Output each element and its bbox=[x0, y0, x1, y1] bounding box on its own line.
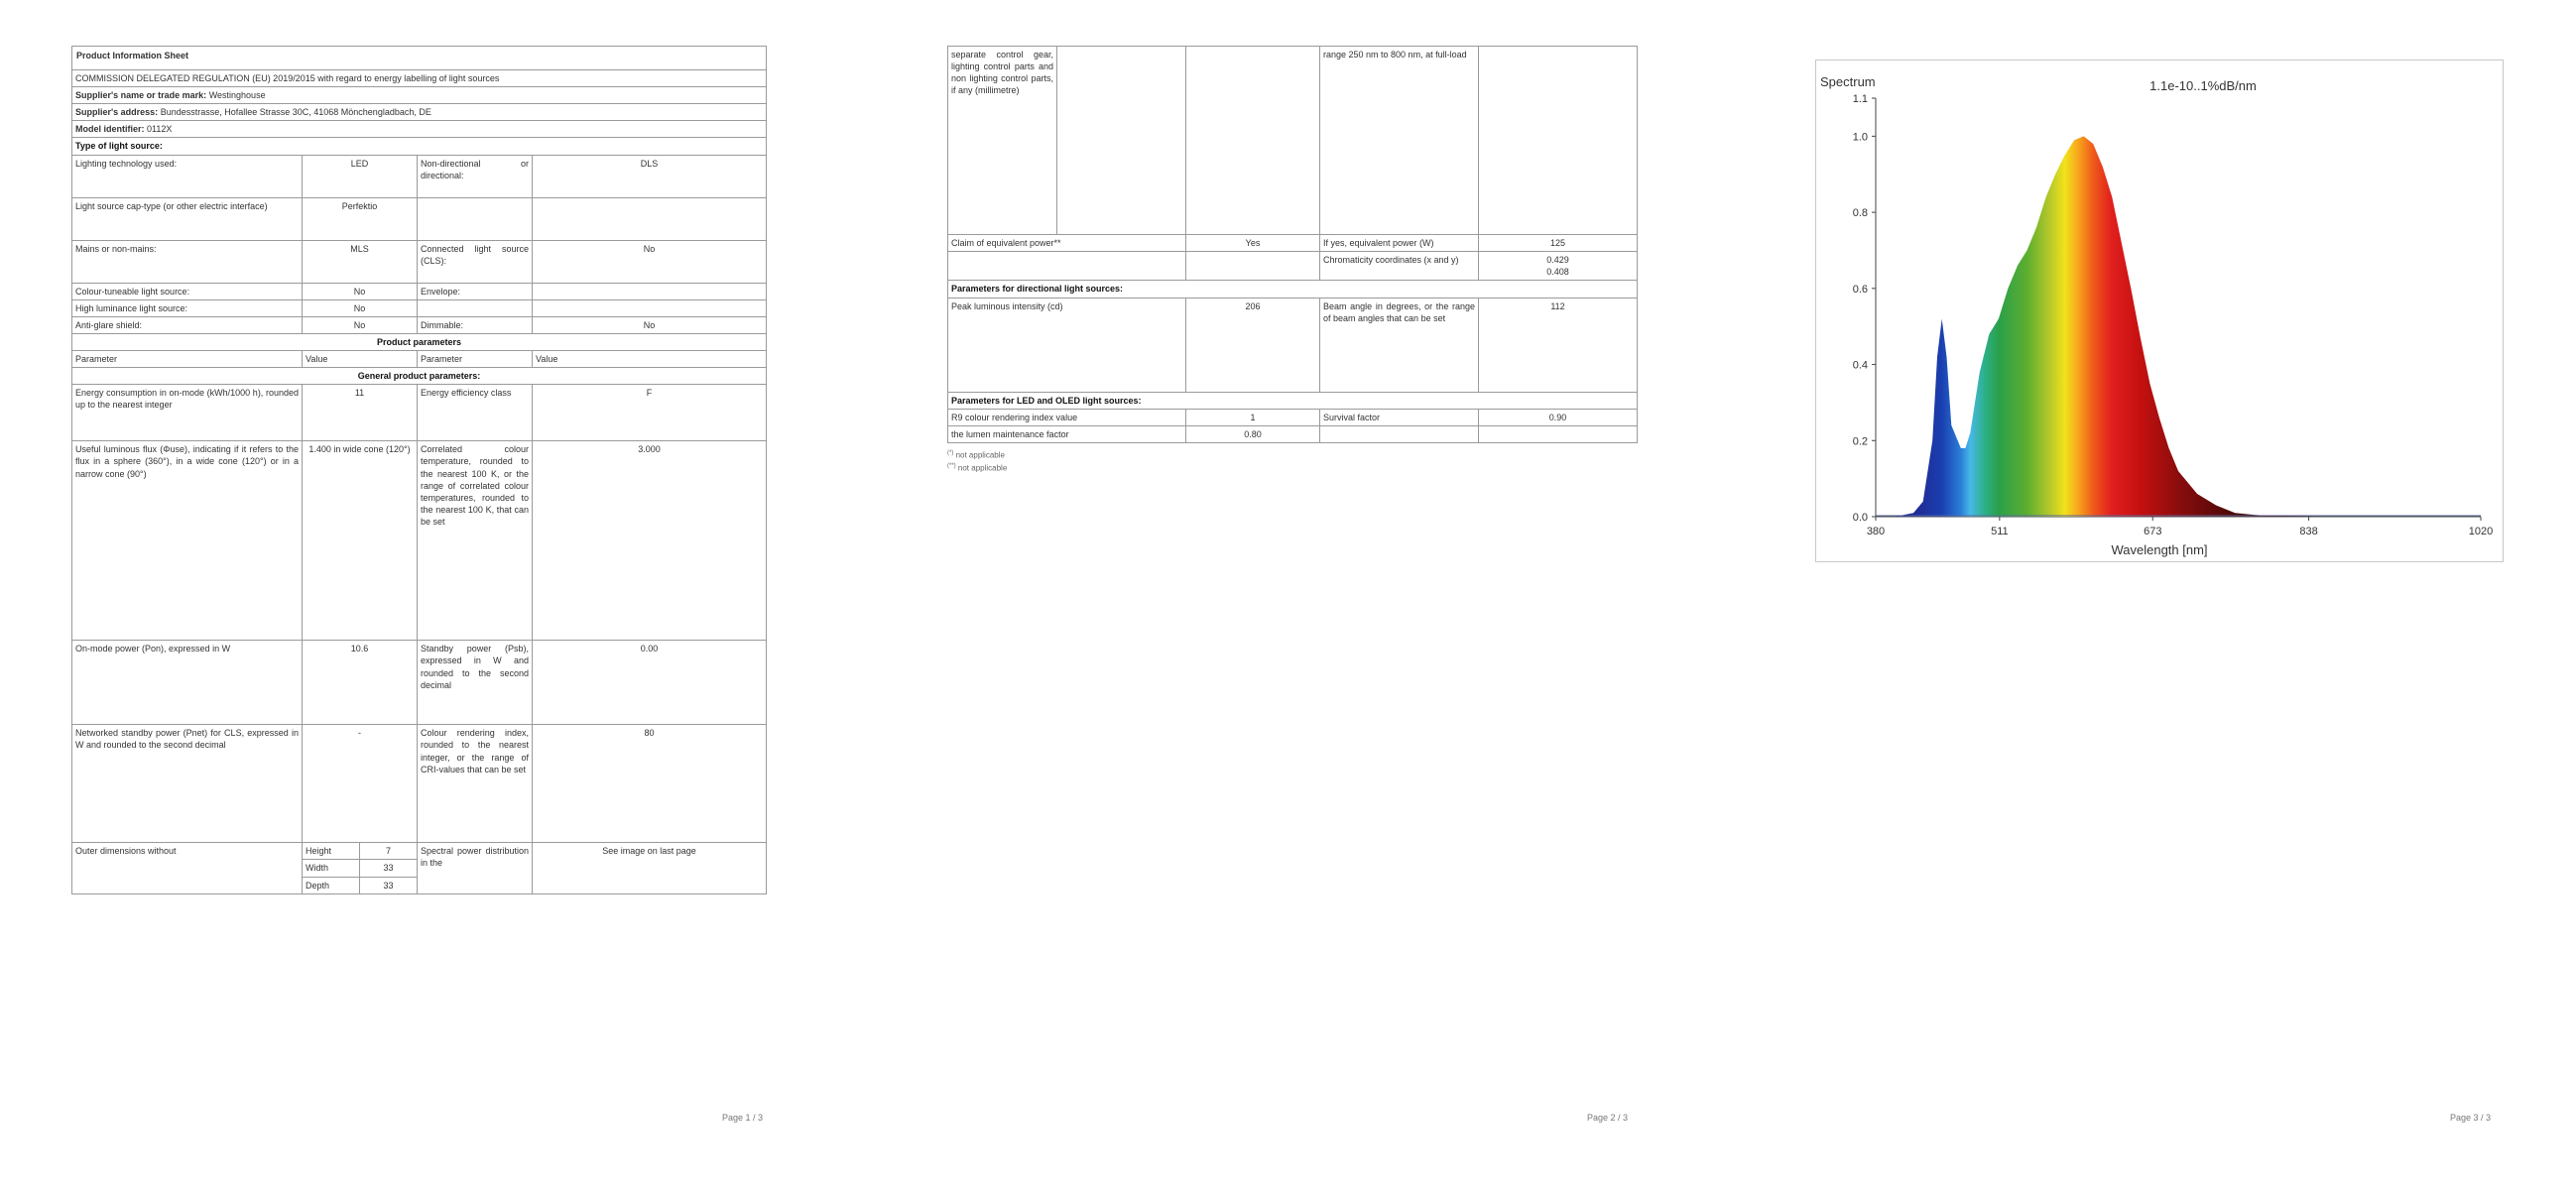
product-parameters-heading: Product parameters bbox=[72, 333, 767, 350]
table-row bbox=[72, 385, 767, 441]
product-info-table bbox=[71, 46, 767, 894]
cell: Survival factor bbox=[1320, 409, 1479, 425]
cell: 3.000 bbox=[533, 441, 767, 641]
x-tick-label: 673 bbox=[2144, 526, 2162, 537]
column-header: Value bbox=[533, 351, 767, 368]
table-row bbox=[72, 197, 767, 240]
light-source-type-label: Type of light source: bbox=[72, 138, 767, 155]
table-row bbox=[948, 298, 1638, 392]
led-heading: Parameters for LED and OLED light sources: bbox=[948, 392, 1638, 409]
table-row bbox=[72, 441, 767, 641]
x-axis-label: Wavelength [nm] bbox=[2111, 542, 2208, 557]
cell: 33 bbox=[360, 877, 418, 893]
cell: Claim of equivalent power** bbox=[948, 235, 1186, 252]
spectrum-svg bbox=[1816, 60, 2503, 561]
cell: High luminance light source: bbox=[72, 299, 303, 316]
page-3 bbox=[1815, 60, 2502, 560]
supplier-address-row: Supplier's address: Bundesstrasse, Hofallee Strasse 30C, 41068 Mönchengladbach, DE bbox=[72, 104, 767, 121]
chart-title: Spectrum bbox=[1820, 74, 1876, 89]
table-row bbox=[72, 316, 767, 333]
cell bbox=[533, 197, 767, 240]
cell: Yes bbox=[1186, 235, 1320, 252]
cell: 7 bbox=[360, 843, 418, 860]
cell: No bbox=[533, 316, 767, 333]
cell: Mains or non-mains: bbox=[72, 240, 303, 283]
cell: No bbox=[303, 283, 418, 299]
cell: See image on last page bbox=[533, 843, 767, 893]
supplier-name-row: Supplier's name or trade mark: Westinghouse bbox=[72, 86, 767, 103]
table-row bbox=[72, 641, 767, 725]
model-identifier-row: Model identifier: 0112X bbox=[72, 121, 767, 138]
cell: separate control gear, lighting control parts and non lighting control parts, if any (millimetre) bbox=[948, 47, 1057, 235]
cell: 0.90 bbox=[1479, 409, 1638, 425]
page-number: Page 3 / 3 bbox=[2450, 1113, 2492, 1123]
y-tick-label: 1.1 bbox=[1852, 93, 1868, 105]
sheet-title: Product Information Sheet bbox=[72, 47, 767, 70]
cell bbox=[533, 299, 767, 316]
cell: No bbox=[533, 240, 767, 283]
footnotes bbox=[947, 449, 1637, 476]
table-row bbox=[948, 409, 1638, 425]
footnote-1: (*) not applicable bbox=[947, 449, 1005, 460]
cell bbox=[1479, 425, 1638, 442]
cell: Standby power (Psb), expressed in W and rounded to the second decimal bbox=[418, 641, 533, 725]
cell: Non-directional or directional: bbox=[418, 155, 533, 197]
table-header-row bbox=[72, 351, 767, 368]
cell: Depth bbox=[303, 877, 360, 893]
cell: 33 bbox=[360, 860, 418, 877]
y-tick-label: 1.0 bbox=[1852, 131, 1868, 144]
cell bbox=[533, 283, 767, 299]
table-row bbox=[72, 240, 767, 283]
y-tick-label: 0.0 bbox=[1852, 512, 1868, 524]
regulation-text: COMMISSION DELEGATED REGULATION (EU) 2019/2015 with regard to energy labelling of light sources bbox=[72, 69, 767, 86]
chart-subtitle: 1.1e-10..1%dB/nm bbox=[2149, 78, 2257, 93]
cell bbox=[418, 197, 533, 240]
cell bbox=[1057, 47, 1186, 235]
y-tick-label: 0.6 bbox=[1852, 283, 1868, 296]
cell: R9 colour rendering index value bbox=[948, 409, 1186, 425]
cell: On-mode power (Pon), expressed in W bbox=[72, 641, 303, 725]
page-1 bbox=[71, 46, 766, 894]
cell: range 250 nm to 800 nm, at full-load bbox=[1320, 47, 1479, 235]
table-row bbox=[72, 283, 767, 299]
cell bbox=[1186, 252, 1320, 281]
x-tick-label: 1020 bbox=[2468, 526, 2494, 537]
cell: Useful luminous flux (Φuse), indicating if it refers to the flux in a sphere (360°), in a wide cone (120°) or in a narrow cone (90°) bbox=[72, 441, 303, 641]
cell bbox=[1320, 425, 1479, 442]
cell: LED bbox=[303, 155, 418, 197]
cell: 125 bbox=[1479, 235, 1638, 252]
y-tick-label: 0.4 bbox=[1852, 359, 1868, 372]
cell: Spectral power distribution in the bbox=[418, 843, 533, 893]
cell: No bbox=[303, 299, 418, 316]
cell: Connected light source (CLS): bbox=[418, 240, 533, 283]
cell: Anti-glare shield: bbox=[72, 316, 303, 333]
cell: Energy efficiency class bbox=[418, 385, 533, 441]
x-tick-label: 380 bbox=[1866, 526, 1886, 537]
cell: Colour rendering index, rounded to the nearest integer, or the range of CRI-values that can be set bbox=[418, 725, 533, 843]
page-number: Page 1 / 3 bbox=[722, 1113, 764, 1123]
cell: 0.00 bbox=[533, 641, 767, 725]
cell: 0.429 0.408 bbox=[1479, 252, 1638, 281]
table-row bbox=[948, 425, 1638, 442]
product-info-table-continued bbox=[947, 46, 1638, 443]
cell: Light source cap-type (or other electric interface) bbox=[72, 197, 303, 240]
table-row bbox=[72, 299, 767, 316]
cell: the lumen maintenance factor bbox=[948, 425, 1186, 442]
cell: Energy consumption in on-mode (kWh/1000 h), rounded up to the nearest integer bbox=[72, 385, 303, 441]
cell: If yes, equivalent power (W) bbox=[1320, 235, 1479, 252]
column-header: Value bbox=[303, 351, 418, 368]
page-2 bbox=[947, 46, 1637, 476]
cell: Perfektio bbox=[303, 197, 418, 240]
y-tick-label: 0.8 bbox=[1852, 207, 1868, 220]
column-header: Parameter bbox=[418, 351, 533, 368]
cell: 206 bbox=[1186, 298, 1320, 392]
cell: - bbox=[303, 725, 418, 843]
general-parameters-heading: General product parameters: bbox=[72, 368, 767, 385]
cell: Beam angle in degrees, or the range of beam angles that can be set bbox=[1320, 298, 1479, 392]
cell: No bbox=[303, 316, 418, 333]
cell: Peak luminous intensity (cd) bbox=[948, 298, 1186, 392]
cell: MLS bbox=[303, 240, 418, 283]
x-tick-label: 838 bbox=[2299, 526, 2318, 537]
cell: 11 bbox=[303, 385, 418, 441]
table-row bbox=[948, 47, 1638, 235]
y-tick-label: 0.2 bbox=[1852, 435, 1868, 448]
footnote-2: (**) not applicable bbox=[947, 463, 1008, 474]
table-row bbox=[72, 725, 767, 843]
cell: F bbox=[533, 385, 767, 441]
cell: Correlated colour temperature, rounded to the nearest 100 K, or the range of correlated colour temperatures, rounded to the nearest 100 K, that can be set bbox=[418, 441, 533, 641]
cell: Width bbox=[303, 860, 360, 877]
cell: DLS bbox=[533, 155, 767, 197]
table-row bbox=[72, 155, 767, 197]
dimensions-row bbox=[72, 843, 767, 860]
cell: 10.6 bbox=[303, 641, 418, 725]
cell bbox=[418, 299, 533, 316]
cell: Networked standby power (Pnet) for CLS, expressed in W and rounded to the second decimal bbox=[72, 725, 303, 843]
column-header: Parameter bbox=[72, 351, 303, 368]
cell bbox=[1186, 47, 1320, 235]
cell bbox=[948, 252, 1186, 281]
spectrum-area bbox=[1876, 136, 2481, 517]
cell: 112 bbox=[1479, 298, 1638, 392]
table-row bbox=[948, 252, 1638, 281]
cell: Envelope: bbox=[418, 283, 533, 299]
cell: 1.400 in wide cone (120°) bbox=[303, 441, 418, 641]
cell: 80 bbox=[533, 725, 767, 843]
table-row bbox=[948, 235, 1638, 252]
cell: Colour-tuneable light source: bbox=[72, 283, 303, 299]
cell: Outer dimensions without bbox=[72, 843, 303, 893]
cell: 1 bbox=[1186, 409, 1320, 425]
spectrum-chart bbox=[1815, 60, 2504, 562]
cell: Chromaticity coordinates (x and y) bbox=[1320, 252, 1479, 281]
cell: Height bbox=[303, 843, 360, 860]
cell bbox=[1479, 47, 1638, 235]
x-tick-label: 511 bbox=[1991, 526, 2009, 537]
cell: Lighting technology used: bbox=[72, 155, 303, 197]
page-number: Page 2 / 3 bbox=[1587, 1113, 1629, 1123]
directional-heading: Parameters for directional light sources: bbox=[948, 281, 1638, 298]
cell: Dimmable: bbox=[418, 316, 533, 333]
cell: 0.80 bbox=[1186, 425, 1320, 442]
